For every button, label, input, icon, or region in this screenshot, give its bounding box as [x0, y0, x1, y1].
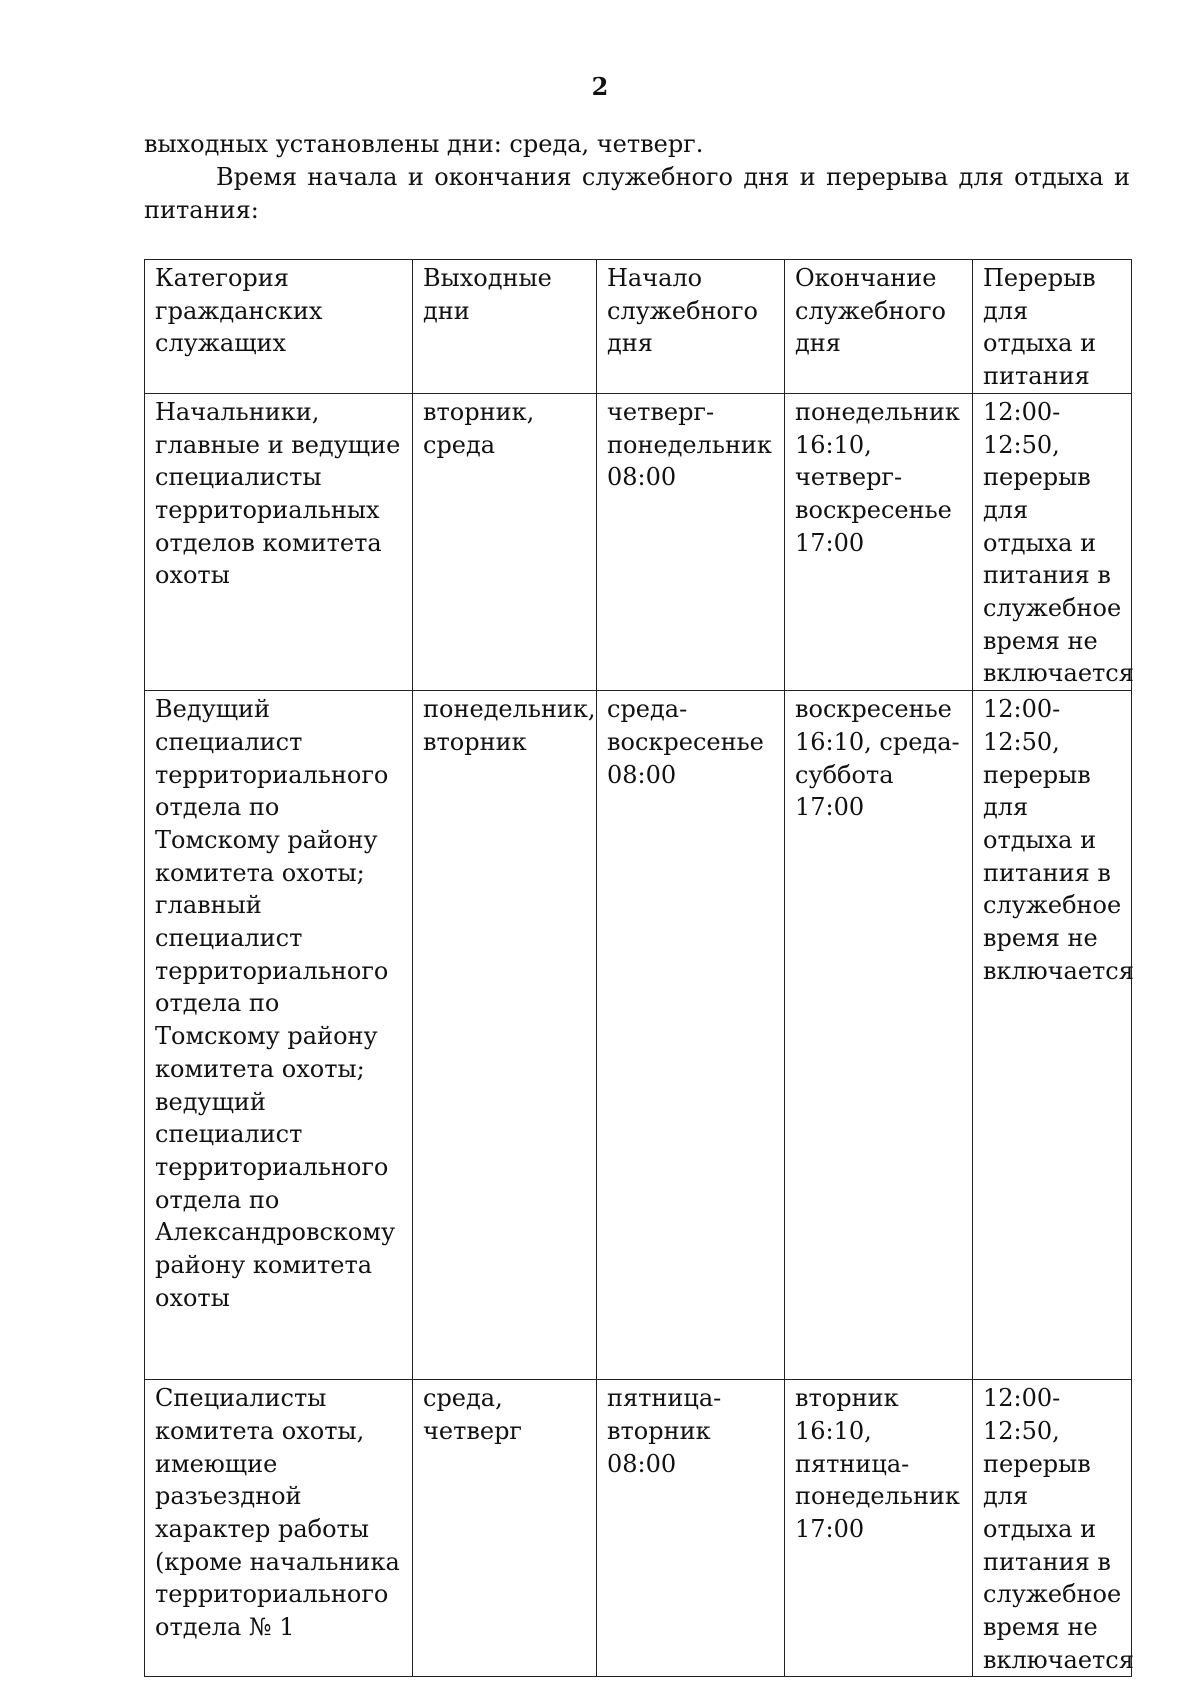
- work-schedule-table: [144, 259, 1132, 1677]
- cell-start: четверг-понедельник 08:00: [597, 393, 785, 690]
- cell-break: 12:00-12:50, перерыв для отдыха и питания в служебное время не включается: [973, 393, 1132, 690]
- cell-days-off: среда, четверг: [413, 1380, 597, 1677]
- cell-start: среда-воскресенье 08:00: [597, 691, 785, 1380]
- cell-end: понедельник 16:10, четверг-воскресенье 17:00: [785, 393, 973, 690]
- table-row: [145, 393, 1132, 690]
- cell-category: Начальники, главные и ведущие специалисты территориальных отделов комитета охоты: [145, 393, 413, 690]
- page-number: 2: [591, 72, 609, 101]
- header-break: Перерыв для отдыха и питания: [973, 260, 1132, 394]
- cell-break: 12:00-12:50, перерыв для отдыха и питания в служебное время не включается: [973, 691, 1132, 1380]
- header-days-off: Выходные дни: [413, 260, 597, 394]
- header-category: Категория гражданских служащих: [145, 260, 413, 394]
- table-header-row: [145, 260, 1132, 394]
- cell-category: Специалисты комитета охоты, имеющие разъездной характер работы (кроме начальника территориального отдела № 1: [145, 1380, 413, 1677]
- header-start: Начало служебного дня: [597, 260, 785, 394]
- cell-category: Ведущий специалист территориального отдела по Томскому району комитета охоты; главный специалист территориального отдела по Томскому району комитета охоты; ведущий специалист территориального отдела по Александровскому району комитета охоты: [145, 691, 413, 1380]
- table-row: [145, 1380, 1132, 1677]
- cell-end: воскресенье 16:10, среда-суббота 17:00: [785, 691, 973, 1380]
- cell-days-off: вторник, среда: [413, 393, 597, 690]
- cell-break: 12:00-12:50, перерыв для отдыха и питания в служебное время не включается: [973, 1380, 1132, 1677]
- header-end: Окончание служебного дня: [785, 260, 973, 394]
- intro-paragraph-schedule: Время начала и окончания служебного дня и перерыва для отдыха и питания:: [144, 163, 1130, 224]
- cell-start: пятница-вторник 08:00: [597, 1380, 785, 1677]
- cell-days-off: понедельник, вторник: [413, 691, 597, 1380]
- cell-end: вторник 16:10, пятница-понедельник 17:00: [785, 1380, 973, 1677]
- intro-paragraph-continuation: выходных установлены дни: среда, четверг.: [144, 130, 704, 158]
- table-row: [145, 691, 1132, 1380]
